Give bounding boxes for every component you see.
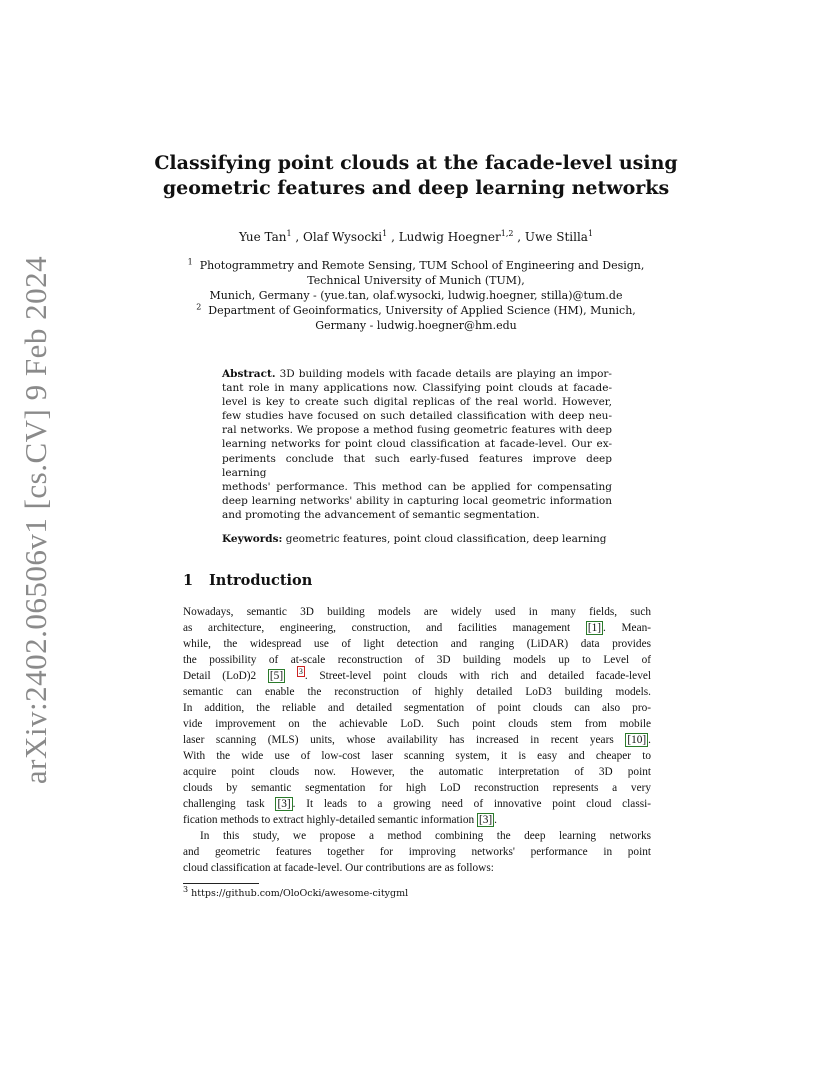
footnote-link[interactable]: 3 [298, 667, 303, 677]
keywords-label: Keywords: [222, 533, 283, 545]
affiliation-line: $^1$ Photogrammetry and Remote Sensing, TUM School of Engineering and Design, [187, 257, 645, 272]
title-line: geometric features and deep learning networks [162, 177, 670, 199]
author-affiliation-mark: 1 [587, 229, 594, 238]
affiliations [185, 258, 647, 333]
footnote-url[interactable]: https://github.com/OloOcki/awesome-citygml [191, 888, 409, 899]
body-line: and geometric features together for improving networks' performance in point [183, 846, 651, 858]
abstract-line: tant role in many applications now. Classifying point clouds at facade- [222, 382, 612, 395]
abstract-line: learning networks for point cloud classification at facade-level. Our ex- [222, 438, 612, 451]
abstract-line: deep learning networks' ability in capturing local geometric information [222, 494, 612, 507]
citation-link[interactable]: [3] [277, 798, 291, 810]
author-separator: , [513, 230, 525, 244]
abstract-line: periments conclude that such early-fused features improve deep learning [222, 452, 612, 479]
keywords [222, 532, 622, 546]
footnote-mark: 3 [183, 884, 189, 894]
author-name: Uwe Stilla [524, 230, 588, 244]
body-line: clouds by semantic segmentation for high LoD reconstruction represents a very [183, 782, 651, 794]
body-line: With the wide use of low-cost laser scanning system, it is easy and cheaper to [183, 750, 651, 762]
title-line: Classifying point clouds at the facade-level using [154, 152, 678, 174]
abstract-line: few studies have focused on such detailed classification with deep neu- [222, 410, 612, 423]
author-affiliation-mark: 1 [286, 229, 292, 238]
abstract-line: and promoting the advancement of semantic segmentation. [222, 508, 540, 521]
affiliation-line: $^2$ Department of Geoinformatics, University of Applied Science (HM), Munich, [196, 302, 636, 317]
affiliation-line: Technical University of Munich (TUM), [307, 274, 525, 287]
body-line: Nowadays, semantic 3D building models are widely used in many fields, such [183, 606, 651, 618]
body-line: challenging task [3] . It leads to a growing need of innovative point cloud classi- [183, 798, 652, 810]
author-affiliation-mark: 1 [382, 229, 388, 238]
author-name: Yue Tan [238, 230, 287, 244]
body-line: as architecture, engineering, construction, and facilities management [1] . Mean- [183, 622, 651, 634]
body-text [183, 604, 651, 876]
body-line: laser scanning (MLS) units, whose availability has increased in recent years [10] . [183, 734, 651, 746]
body-line: Detail (LoD)2 [5] $^3$ . Street-level point clouds with rich and detailed facade-level [183, 667, 651, 682]
author-list [150, 228, 682, 246]
body-line: cloud classification at facade-level. Our contributions are as follows: [183, 862, 494, 874]
affiliation-line: Munich, Germany - (yue.tan, olaf.wysocki, ludwig.hoegner, stilla)@tum.de [209, 289, 623, 302]
keywords-text: geometric features, point cloud classification, deep learning [285, 533, 607, 545]
section-heading [183, 572, 653, 590]
citation-link[interactable]: [5] [269, 670, 284, 682]
body-line: semantic can enable the reconstruction of highly detailed LoD3 building models. [183, 686, 651, 698]
abstract-line: Abstract. 3D building models with facade details are playing an impor- [222, 368, 612, 380]
body-line: fication methods to extract highly-detailed semantic information [3] . [183, 814, 497, 826]
author-separator: , [387, 230, 399, 244]
paper-title [150, 151, 682, 201]
abstract [222, 367, 612, 522]
affiliation-line: Germany - ludwig.hoegner@hm.edu [315, 319, 517, 332]
body-line: acquire point clouds now. However, the automatic interpretation of 3D point [183, 766, 651, 778]
author-name: Olaf Wysocki [303, 230, 383, 244]
body-line: vide improvement on the achievable LoD. Such point clouds stem from mobile [183, 718, 651, 730]
abstract-line: level is key to create such digital replicas of the real world. However, [222, 396, 612, 409]
abstract-line: ral networks. We propose a method fusing geometric features with deep [222, 424, 612, 437]
section-number: 1 [183, 572, 194, 589]
footnote [183, 884, 643, 900]
body-line: while, the widespread use of light detection and ranging (LiDAR) data provides [183, 638, 651, 650]
author-separator: , [291, 230, 303, 244]
body-line: In this study, we propose a method combining the deep learning networks [200, 830, 651, 842]
section-title: Introduction [209, 572, 313, 589]
abstract-label: Abstract. [222, 368, 276, 380]
citation-link[interactable]: [3] [478, 814, 493, 826]
citation-link[interactable]: [10] [627, 734, 647, 746]
author-affiliation-mark: 1,2 [500, 229, 514, 238]
body-line: In addition, the reliable and detailed segmentation of point clouds can also pro- [183, 702, 651, 714]
author-name: Ludwig Hoegner [398, 230, 501, 244]
abstract-line: methods' performance. This method can be applied for compensating [222, 480, 612, 493]
arxiv-identifier: arXiv:2402.06506v1 [cs.CV] 9 Feb 2024 [18, 255, 53, 785]
footnote-divider [183, 883, 259, 884]
affiliation-mark: 1 [187, 257, 193, 267]
affiliation-mark: 2 [196, 302, 202, 312]
citation-link[interactable]: [1] [587, 622, 602, 634]
body-line: the possibility of at-scale reconstruction of 3D building models up to Level of [183, 654, 651, 666]
